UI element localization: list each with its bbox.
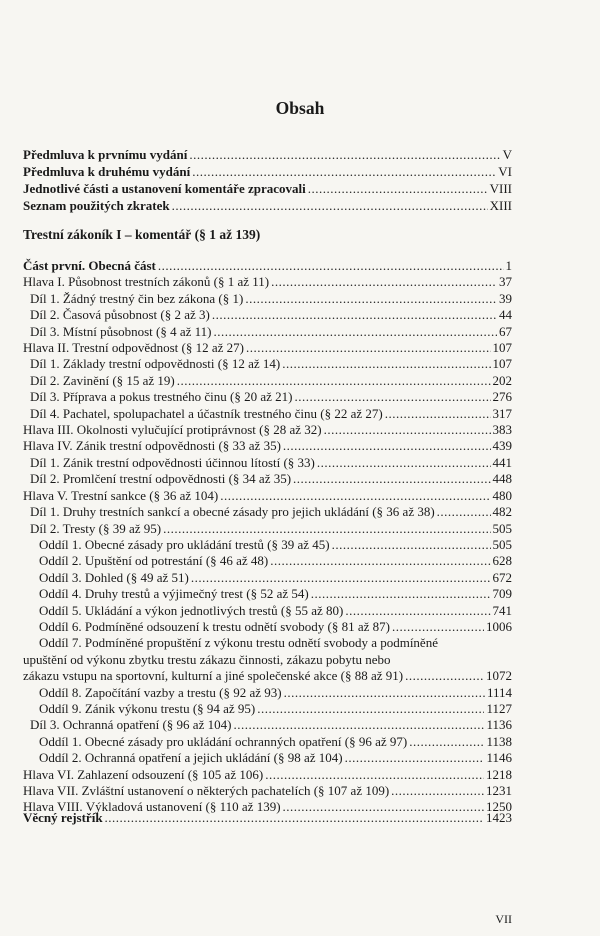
entry-page: 44 [499, 307, 512, 323]
entry-page: 448 [492, 471, 512, 487]
toc-entry-multiline-continuation [23, 652, 512, 668]
entry-label: Hlava I. Působnost trestních zákonů (§ 1 až 11) [23, 274, 270, 290]
leader-dots [265, 767, 484, 783]
page-number: VII [495, 912, 512, 926]
toc-entry[interactable] [23, 307, 512, 323]
entry-label: Oddíl 4. Druhy trestů a výjimečný trest (§ 52 až 54) [39, 586, 309, 602]
entry-page: 276 [492, 389, 512, 405]
leader-dots [246, 340, 491, 356]
entry-label: Oddíl 9. Zánik výkonu trestu (§ 94 až 95) [39, 700, 256, 716]
leader-dots [391, 783, 484, 799]
entry-label: Díl 1. Žádný trestný čin bez zákona (§ 1) [30, 290, 244, 306]
toc-entry[interactable] [23, 537, 512, 553]
toc-entry[interactable] [23, 783, 512, 799]
leader-dots [192, 163, 496, 180]
entry-page: 741 [492, 602, 512, 618]
entry-label: Předmluva k prvnímu vydání [23, 147, 188, 162]
toc-entry[interactable] [23, 488, 512, 504]
toc-entry[interactable] [23, 471, 512, 487]
toc-entry[interactable] [23, 586, 512, 602]
entry-page: 441 [492, 454, 512, 470]
leader-dots [105, 810, 484, 826]
toc-entry[interactable] [23, 438, 512, 454]
leader-dots [317, 455, 491, 471]
toc-main-list [23, 258, 512, 816]
entry-label: Seznam použitých zkratek [23, 198, 170, 213]
entry-page: 480 [492, 487, 512, 503]
entry-page: 202 [492, 372, 512, 388]
leader-dots [177, 373, 491, 389]
leader-dots [324, 422, 491, 438]
entry-page: 1138 [486, 733, 512, 749]
leader-dots [271, 274, 497, 290]
entry-label: Díl 2. Zavinění (§ 15 až 19) [30, 372, 175, 388]
leader-dots [189, 146, 500, 163]
entry-label: Hlava V. Trestní sankce (§ 36 až 104) [23, 487, 219, 503]
entry-label: Hlava II. Trestní odpovědnost (§ 12 až 27) [23, 340, 244, 356]
entry-label: Oddíl 6. Podmíněné odsouzení k trestu odnětí svobody (§ 81 až 87) [39, 618, 390, 634]
leader-dots [294, 389, 490, 405]
toc-entry[interactable] [23, 422, 512, 438]
entry-page: 628 [492, 553, 512, 569]
entry-label: Díl 3. Místní působnost (§ 4 až 11) [30, 323, 212, 339]
entry-page: 505 [492, 536, 512, 552]
entry-label: Oddíl 1. Obecné zásady pro ukládání ochranných opatření (§ 96 až 97) [39, 733, 408, 749]
toc-entry[interactable] [23, 163, 512, 180]
toc-entry[interactable] [23, 553, 512, 569]
entry-label: Hlava VII. Zvláštní ustanovení o některých pachatelích (§ 107 až 109) [23, 783, 390, 798]
toc-entry[interactable] [23, 717, 512, 733]
leader-dots [345, 603, 490, 619]
leader-dots [233, 717, 484, 733]
leader-dots [172, 197, 488, 214]
entry-page: 107 [492, 340, 512, 356]
leader-dots [409, 734, 484, 750]
entry-page: 1072 [486, 668, 512, 684]
page-title: Obsah [275, 98, 325, 118]
entry-page: 383 [492, 422, 512, 438]
entry-page: 1114 [486, 684, 512, 700]
entry-label: Jednotlivé části a ustanovení komentáře zpracovali [23, 181, 306, 196]
entry-label-continuation: upuštění od výkonu zbytku trestu zákazu činnosti, zákazu pobytu nebo [23, 651, 391, 667]
entry-label: Hlava VI. Zahlazení odsouzení (§ 105 až 106) [23, 766, 264, 782]
toc-entry[interactable] [23, 291, 512, 307]
leader-dots [245, 291, 497, 307]
entry-label: Díl 2. Tresty (§ 39 až 95) [30, 520, 162, 536]
toc-entry[interactable] [23, 750, 512, 766]
entry-page: 672 [492, 569, 512, 585]
entry-label: Díl 1. Zánik trestní odpovědnosti účinnou lítostí (§ 33) [30, 454, 315, 470]
entry-page: 709 [492, 586, 512, 602]
entry-page: 67 [499, 323, 512, 339]
entry-label: Část první. Obecná část [23, 258, 156, 273]
toc-entry-multiline-first[interactable] [23, 635, 512, 651]
leader-dots [437, 504, 491, 520]
toc-entry[interactable] [23, 258, 512, 274]
entry-page: 482 [492, 504, 512, 520]
entry-page: 1250 [486, 799, 512, 815]
toc-entry[interactable] [23, 197, 512, 214]
leader-dots [332, 537, 491, 553]
leader-dots [311, 586, 491, 602]
entry-page: XIII [489, 198, 512, 213]
toc-entry[interactable] [23, 324, 512, 340]
toc-entry[interactable] [23, 455, 512, 471]
entry-label: Díl 1. Základy trestní odpovědnosti (§ 12 až 14) [30, 356, 281, 372]
entry-label: Oddíl 1. Obecné zásady pro ukládání trestů (§ 39 až 45) [39, 536, 330, 552]
leader-dots [214, 324, 497, 340]
leader-dots [212, 307, 497, 323]
entry-page: 317 [492, 405, 512, 421]
entry-page: 1 [505, 258, 512, 273]
leader-dots [282, 356, 490, 372]
toc-entry[interactable] [23, 521, 512, 537]
toc-entry[interactable] [23, 767, 512, 783]
entry-label: Oddíl 7. Podmíněné propuštění z výkonu trestu odnětí svobody a podmíněné [39, 635, 438, 651]
entry-label: Hlava III. Okolnosti vylučující protiprávnost (§ 28 až 32) [23, 422, 322, 438]
toc-entry[interactable] [23, 340, 512, 356]
leader-dots [270, 553, 490, 569]
toc-entry[interactable] [23, 504, 512, 520]
toc-entry[interactable] [23, 180, 512, 197]
entry-label: Předmluva k druhému vydání [23, 164, 191, 179]
toc-entry[interactable] [23, 734, 512, 750]
toc-entry[interactable] [23, 701, 512, 717]
leader-dots [385, 406, 491, 422]
toc-entry[interactable] [23, 356, 512, 372]
leader-dots [191, 570, 491, 586]
entry-page: 1006 [486, 618, 512, 634]
entry-label: Díl 3. Příprava a pokus trestného činu (§ 20 až 21) [30, 389, 293, 405]
entry-page: 1127 [486, 700, 512, 716]
toc-entry[interactable] [23, 389, 512, 405]
leader-dots [284, 685, 485, 701]
leader-dots [308, 180, 488, 197]
entry-page: 1136 [486, 717, 512, 733]
toc-entry[interactable] [23, 274, 512, 290]
entry-label: Oddíl 5. Ukládání a výkon jednotlivých trestů (§ 55 až 80) [39, 602, 344, 618]
entry-label: Věcný rejstřík [23, 810, 103, 825]
toc-entry[interactable] [23, 406, 512, 422]
entry-page: V [502, 147, 512, 162]
leader-dots [220, 488, 490, 504]
entry-page: 1231 [486, 783, 512, 798]
entry-label: Oddíl 2. Ochranná opatření a jejich ukládání (§ 98 až 104) [39, 750, 343, 766]
entry-page: 1146 [486, 750, 512, 766]
entry-page: 37 [499, 274, 512, 290]
entry-page: 1218 [486, 766, 512, 782]
leader-dots [163, 521, 490, 537]
entry-page: VI [498, 164, 512, 179]
leader-dots [392, 619, 484, 635]
entry-label: Díl 2. Promlčení trestní odpovědnosti (§ 34 až 35) [30, 471, 292, 487]
entry-page: VIII [489, 181, 512, 196]
entry-label: Díl 3. Ochranná opatření (§ 96 až 104) [30, 717, 232, 733]
toc-entry[interactable] [23, 810, 512, 826]
leader-dots [283, 438, 491, 454]
entry-label: Díl 2. Časová působnost (§ 2 až 3) [30, 307, 210, 323]
entry-label-continuation: zákazu vstupu na sportovní, kulturní a jiné společenské akce (§ 88 až 91) [23, 668, 404, 684]
leader-dots [345, 750, 485, 766]
entry-label: Hlava IV. Zánik trestní odpovědnosti (§ 33 až 35) [23, 438, 281, 454]
entry-label: Oddíl 2. Upuštění od potrestání (§ 46 až 48) [39, 553, 269, 569]
toc-entry[interactable] [23, 668, 512, 684]
entry-label: Oddíl 3. Dohled (§ 49 až 51) [39, 569, 189, 585]
part-heading: Trestní zákoník I – komentář (§ 1 až 139) [23, 227, 261, 242]
toc-entry[interactable] [23, 570, 512, 586]
toc-entry[interactable] [23, 603, 512, 619]
toc-entry[interactable] [23, 685, 512, 701]
entry-label: Oddíl 8. Započítání vazby a trestu (§ 92 až 93) [39, 684, 282, 700]
entry-page: 1423 [486, 810, 512, 825]
entry-page: 39 [499, 290, 512, 306]
index-entry-block [23, 810, 512, 826]
entry-label: Díl 4. Pachatel, spolupachatel a účastník trestného činu (§ 22 až 27) [30, 405, 383, 421]
entry-label: Hlava VIII. Výkladová ustanovení (§ 110 až 139) [23, 799, 281, 815]
leader-dots [158, 258, 504, 274]
front-matter-list [23, 146, 512, 214]
leader-dots [405, 668, 484, 684]
leader-dots [257, 701, 484, 717]
entry-page: 107 [492, 356, 512, 372]
toc-entry[interactable] [23, 146, 512, 163]
toc-entry[interactable] [23, 619, 512, 635]
leader-dots [293, 471, 490, 487]
entry-page: 505 [492, 520, 512, 536]
toc-entry[interactable] [23, 373, 512, 389]
entry-label: Díl 1. Druhy trestních sankcí a obecné zásady pro jejich ukládání (§ 36 až 38) [30, 504, 435, 520]
entry-page: 439 [492, 438, 512, 454]
